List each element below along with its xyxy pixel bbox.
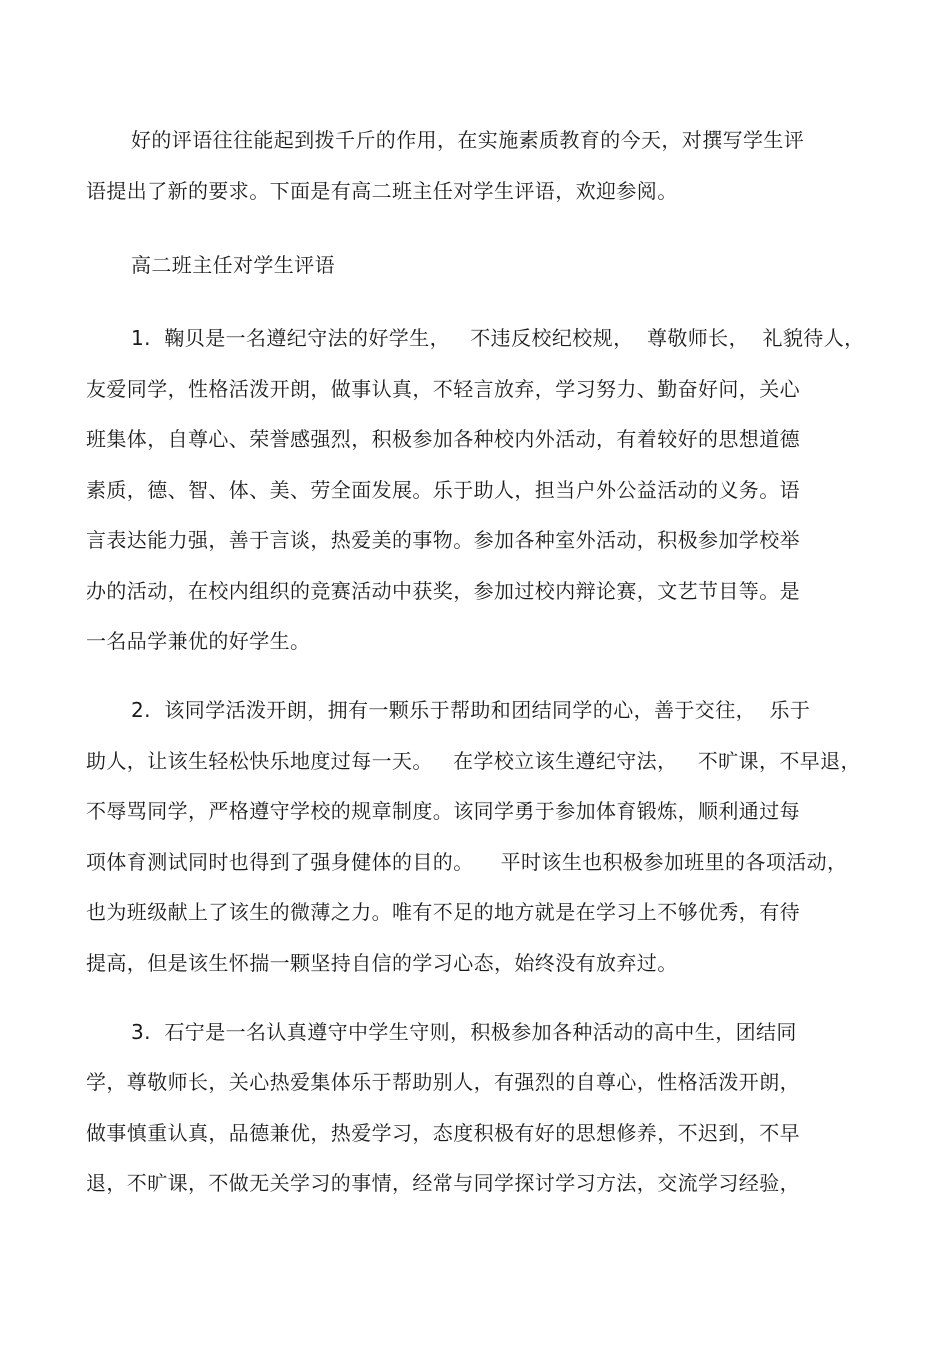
paragraph-line: 1. 鞠贝是一名遵纪守法的好学生， 不违反校纪校规， 尊敬师长， 礼貌待人， — [131, 326, 865, 350]
paragraph-line: 做事慎重认真，品德兼优，热爱学习，态度积极有好的思想修养，不迟到，不早 — [86, 1121, 800, 1145]
paragraph-line: 3. 石宁是一名认真遵守中学生守则，积极参加各种活动的高中生，团结同 — [131, 1020, 797, 1044]
paragraph-line: 助人，让该生轻松快乐地度过每一天。 在学校立该生遵纪守法， 不旷课，不早退， — [86, 749, 861, 773]
paragraph-line: 退，不旷课，不做无关学习的事情，经常与同学探讨学习方法，交流学习经验， — [86, 1171, 800, 1195]
paragraph-line: 提高，但是该生怀揣一颗坚持自信的学习心态，始终没有放弃过。 — [86, 951, 678, 975]
paragraph-line: 友爱同学，性格活泼开朗，做事认真，不轻言放弃，学习努力、勤奋好问，关心 — [86, 377, 800, 401]
paragraph-line: 一名品学兼优的好学生。 — [86, 629, 311, 653]
section-heading: 高二班主任对学生评语 — [131, 253, 335, 277]
paragraph-line: 也为班级献上了该生的微薄之力。唯有不足的地方就是在学习上不够优秀，有待 — [86, 900, 800, 924]
paragraph-line: 办的活动，在校内组织的竞赛活动中获奖，参加过校内辩论赛，文艺节目等。是 — [86, 579, 800, 603]
paragraph-line: 学，尊敬师长，关心热爱集体乐于帮助别人，有强烈的自尊心，性格活泼开朗， — [86, 1070, 800, 1094]
intro-line: 好的评语往往能起到拨千斤的作用，在实施素质教育的今天，对撰写学生评 — [131, 128, 805, 152]
paragraph-line: 2. 该同学活泼开朗，拥有一颗乐于帮助和团结同学的心，善于交往， 乐于 — [131, 698, 811, 722]
paragraph-line: 不辱骂同学，严格遵守学校的规章制度。该同学勇于参加体育锻炼，顺利通过每 — [86, 799, 800, 823]
paragraph-line: 言表达能力强，善于言谈，热爱美的事物。参加各种室外活动，积极参加学校举 — [86, 528, 800, 552]
paragraph-line: 项体育测试同时也得到了强身健体的目的。 平时该生也积极参加班里的各项活动， — [86, 850, 848, 874]
intro-line: 语提出了新的要求。下面是有高二班主任对学生评语，欢迎参阅。 — [86, 179, 678, 203]
paragraph-line: 素质，德、智、体、美、劳全面发展。乐于助人，担当户外公益活动的义务。语 — [86, 478, 800, 502]
paragraph-line: 班集体，自尊心、荣誉感强烈，积极参加各种校内外活动，有着较好的思想道德 — [86, 427, 800, 451]
